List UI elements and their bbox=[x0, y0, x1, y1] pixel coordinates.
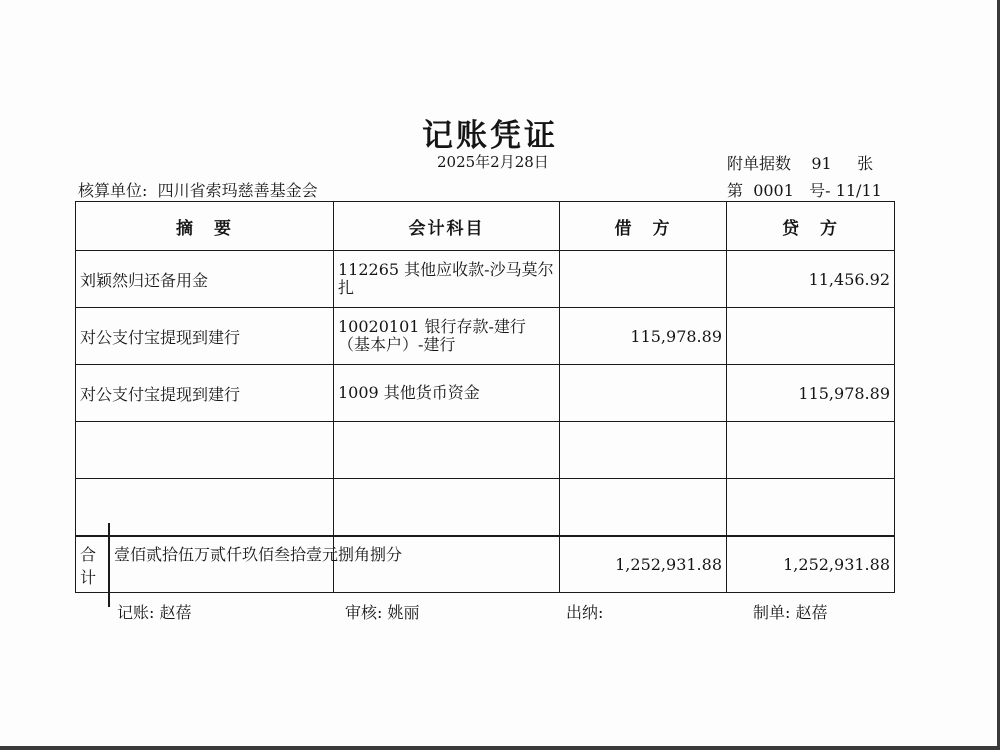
entry-debit bbox=[560, 365, 727, 422]
entry-credit bbox=[727, 479, 895, 537]
bookkeeper-name: 赵蓓 bbox=[159, 603, 192, 622]
total-credit: 1,252,931.88 bbox=[727, 536, 895, 593]
attachment-number: 91 bbox=[811, 154, 832, 173]
voucher-number-prefix: 第 bbox=[727, 181, 744, 200]
entry-account: 1009 其他货币资金 bbox=[334, 365, 560, 422]
preparer-label: 制单: bbox=[753, 603, 791, 622]
header-account: 会计科目 bbox=[334, 202, 560, 251]
entry-summary bbox=[76, 422, 334, 479]
signature-reviewer bbox=[345, 600, 420, 623]
accounting-unit bbox=[78, 178, 318, 201]
attachment-label: 附单据数 bbox=[727, 154, 792, 173]
entry-credit: 115,978.89 bbox=[727, 365, 895, 422]
signature-bookkeeper bbox=[117, 600, 192, 623]
reviewer-label: 审核: bbox=[345, 603, 383, 622]
header-summary: 摘 要 bbox=[76, 202, 334, 251]
entry-debit: 115,978.89 bbox=[560, 308, 727, 365]
header-credit: 贷 方 bbox=[727, 202, 895, 251]
voucher-title: 记账凭证 bbox=[422, 118, 558, 154]
entry-summary: 对公支付宝提现到建行 bbox=[76, 365, 334, 422]
table-header-row bbox=[76, 202, 895, 251]
accounting-unit-name: 四川省索玛慈善基金会 bbox=[157, 181, 318, 200]
table-row bbox=[76, 251, 895, 308]
table-row bbox=[76, 365, 895, 422]
entry-account bbox=[334, 422, 560, 479]
bookkeeper-label: 记账: bbox=[117, 603, 155, 622]
attachment-unit: 张 bbox=[857, 154, 874, 173]
signature-cashier bbox=[566, 600, 609, 623]
accounting-unit-label: 核算单位: bbox=[78, 181, 148, 200]
cashier-label: 出纳: bbox=[566, 603, 604, 622]
table-row bbox=[76, 308, 895, 365]
entry-account: 112265 其他应收款-沙马莫尔扎 bbox=[334, 251, 560, 308]
entry-credit bbox=[727, 308, 895, 365]
attachment-count bbox=[727, 151, 873, 174]
total-label bbox=[76, 536, 403, 593]
voucher-number-suffix: 号- bbox=[809, 181, 831, 200]
entry-credit bbox=[727, 422, 895, 479]
entry-credit: 11,456.92 bbox=[727, 251, 895, 308]
signature-preparer bbox=[753, 600, 828, 623]
total-debit: 1,252,931.88 bbox=[560, 536, 727, 593]
entry-account: 10020101 银行存款-建行（基本户）-建行 bbox=[334, 308, 560, 365]
header-debit: 借 方 bbox=[560, 202, 727, 251]
total-row bbox=[76, 536, 895, 593]
entry-debit bbox=[560, 422, 727, 479]
voucher-number-value: 0001 bbox=[753, 181, 794, 200]
scan-edge-bottom bbox=[0, 746, 1000, 750]
table-row bbox=[76, 422, 895, 479]
entry-summary: 对公支付宝提现到建行 bbox=[76, 308, 334, 365]
voucher-table bbox=[75, 201, 895, 593]
voucher-date: 2025年2月28日 bbox=[437, 153, 549, 171]
voucher-page: 11/11 bbox=[835, 181, 882, 200]
preparer-name: 赵蓓 bbox=[795, 603, 828, 622]
entry-debit bbox=[560, 479, 727, 537]
total-amount-in-words: 壹佰贰拾伍万贰仟玖佰叁拾壹元捌角捌分 bbox=[108, 523, 402, 607]
entry-summary: 刘颖然归还备用金 bbox=[76, 251, 334, 308]
voucher-number bbox=[727, 178, 882, 201]
total-label-text: 合计 bbox=[80, 544, 109, 587]
reviewer-name: 姚丽 bbox=[387, 603, 420, 622]
entry-debit bbox=[560, 251, 727, 308]
